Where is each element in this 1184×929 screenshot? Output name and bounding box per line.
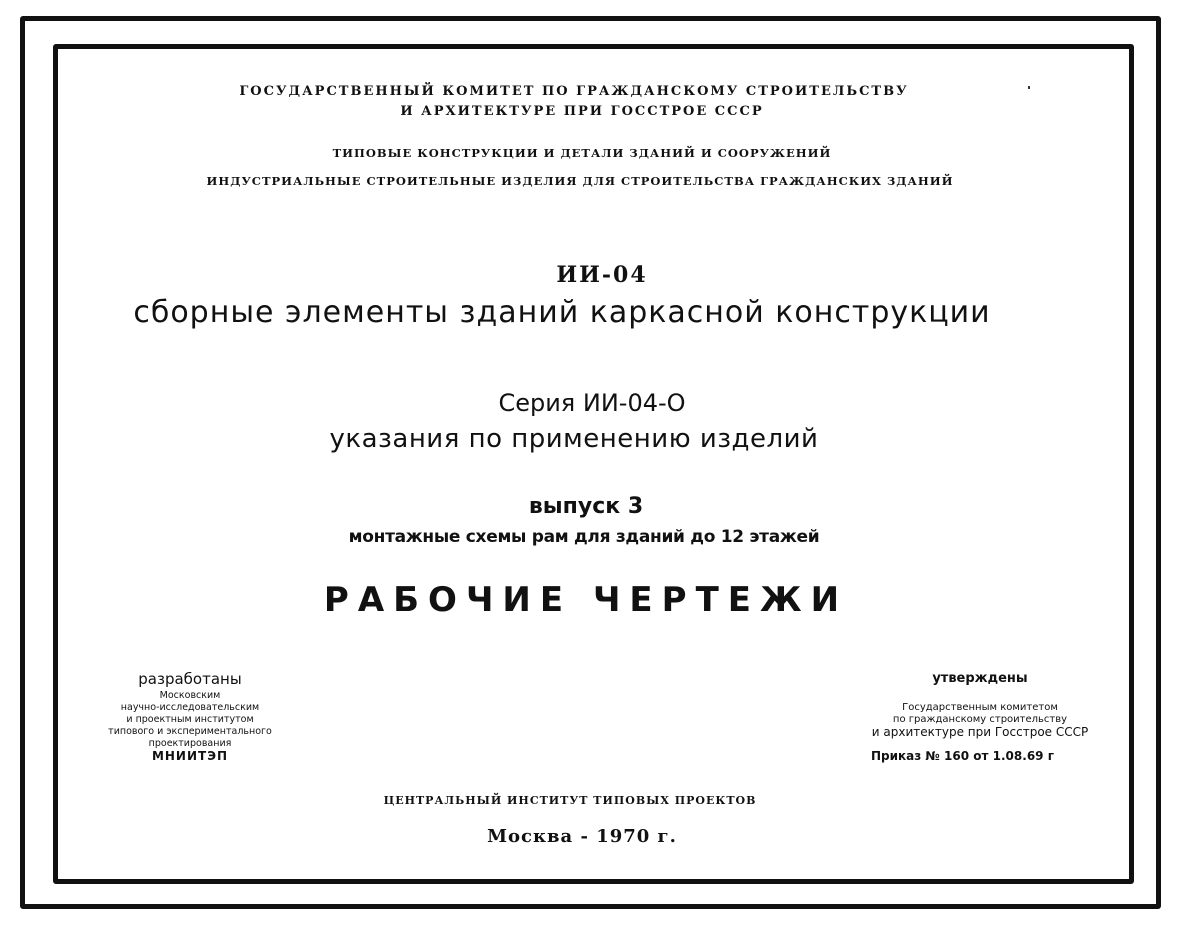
developed-line: типового и экспериментального <box>108 726 272 737</box>
document-title: сборные элементы зданий каркасной конструкции <box>133 295 991 330</box>
approved-by-block <box>855 670 1105 762</box>
document-code: ИИ-04 <box>556 262 648 288</box>
working-drawings-title: РАБОЧИЕ ЧЕРТЕЖИ <box>323 580 849 620</box>
series-label: Серия ИИ-04-О <box>498 389 686 417</box>
issue-subtitle: монтажные схемы рам для зданий до 12 этажей <box>348 527 820 547</box>
category-line-1: ТИПОВЫЕ КОНСТРУКЦИИ И ДЕТАЛИ ЗДАНИЙ И СООРУЖЕНИЙ <box>332 146 832 160</box>
approval-order: Приказ № 160 от 1.08.69 г <box>871 749 1054 763</box>
approved-line: Государственным комитетом <box>902 702 1058 713</box>
committee-line-2: И АРХИТЕКТУРЕ ПРИ ГОССТРОЕ СССР <box>400 104 764 119</box>
developed-line: Московским <box>159 690 221 701</box>
issue-label: выпуск 3 <box>528 494 644 519</box>
developed-line: и проектным институтом <box>126 714 254 725</box>
approved-heading: утверждены <box>932 671 1028 686</box>
developed-by-block <box>95 670 285 762</box>
publisher-institute: ЦЕНТРАЛЬНЫЙ ИНСТИТУТ ТИПОВЫХ ПРОЕКТОВ <box>383 794 757 807</box>
developed-line: проектирования <box>148 738 232 749</box>
approved-line: по гражданскому строительству <box>892 714 1068 725</box>
committee-line-1: ГОСУДАРСТВЕННЫЙ КОМИТЕТ ПО ГРАЖДАНСКОМУ СТРОИТЕЛЬСТВУ <box>239 84 909 99</box>
usage-title: указания по применению изделий <box>329 424 819 454</box>
approved-line: и архитектуре при Госстрое СССР <box>871 725 1089 739</box>
developer-org: МНИИТЭП <box>151 749 229 763</box>
category-line-2: ИНДУСТРИАЛЬНЫЕ СТРОИТЕЛЬНЫЕ ИЗДЕЛИЯ ДЛЯ СТРОИТЕЛЬСТВА ГРАЖДАНСКИХ ЗДАНИЙ <box>206 174 954 188</box>
developed-line: научно-исследовательским <box>120 702 260 713</box>
developed-heading: разработаны <box>138 670 242 688</box>
city-year: Москва - 1970 г. <box>487 826 677 847</box>
